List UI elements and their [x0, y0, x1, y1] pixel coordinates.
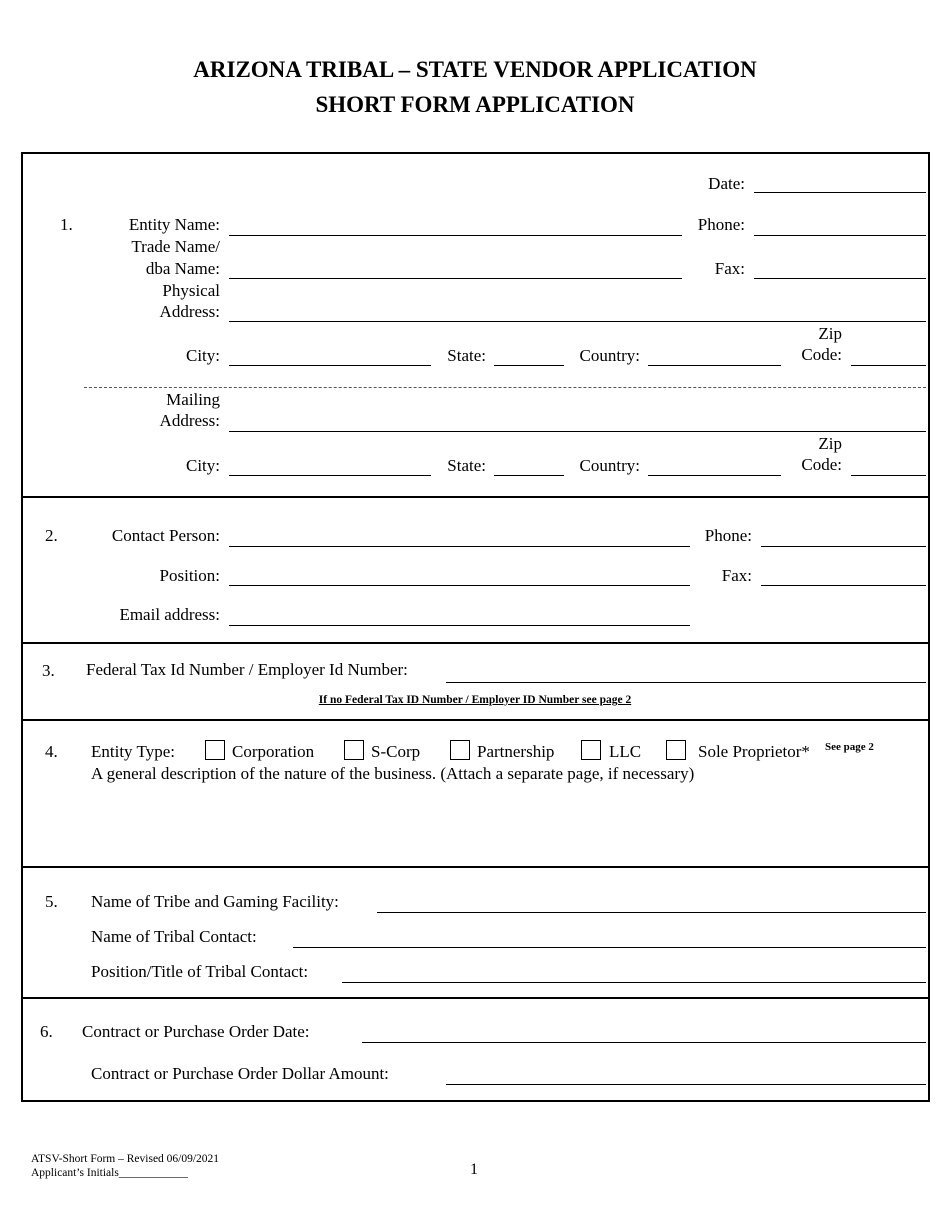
trade-name-field[interactable] [229, 278, 682, 279]
order-date-field[interactable] [362, 1042, 926, 1043]
section-divider [21, 719, 930, 721]
page-number: 1 [470, 1161, 478, 1178]
sole-proprietor-option-label: Sole Proprietor* [698, 742, 810, 761]
mailing-address-field[interactable] [229, 431, 926, 432]
dba-name-label: dba Name: [145, 259, 220, 278]
fax-label: Fax: [714, 259, 745, 278]
physical-address-label: Physical [162, 281, 220, 300]
business-description-label: A general description of the nature of the business. (Attach a separate page, if necessary) [91, 764, 695, 783]
email-label: Email address: [119, 605, 220, 624]
partnership-checkbox[interactable] [450, 740, 470, 760]
zip-field[interactable] [851, 365, 926, 366]
city-label: City: [185, 346, 220, 365]
tax-id-note: If no Federal Tax ID Number / Employer ID Number see page 2 [318, 694, 632, 706]
section-number: 5. [45, 892, 58, 911]
tribal-contact-position-label: Position/Title of Tribal Contact: [91, 962, 309, 981]
tax-id-label: Federal Tax Id Number / Employer Id Number: [86, 660, 408, 679]
tribe-facility-label: Name of Tribe and Gaming Facility: [91, 892, 339, 911]
form-title: ARIZONA TRIBAL – STATE VENDOR APPLICATION [193, 57, 757, 82]
position-field[interactable] [229, 585, 690, 586]
tribal-contact-field[interactable] [293, 947, 926, 948]
physical-address-field[interactable] [229, 321, 926, 322]
section-number: 2. [45, 526, 58, 545]
contact-phone-label: Phone: [704, 526, 752, 545]
zip-label: Code: [801, 345, 842, 364]
section-number: 3. [42, 661, 55, 680]
tribe-facility-field[interactable] [377, 912, 926, 913]
mailing-city-label: City: [185, 456, 220, 475]
state-label: State: [447, 346, 486, 365]
state-field[interactable] [494, 365, 564, 366]
llc-checkbox[interactable] [581, 740, 601, 760]
entity-name-label: Entity Name: [128, 215, 220, 234]
fax-field[interactable] [754, 278, 926, 279]
form-subtitle: SHORT FORM APPLICATION [315, 92, 635, 117]
date-field[interactable] [754, 192, 926, 193]
form-revision: ATSV-Short Form – Revised 06/09/2021 [31, 1153, 220, 1165]
tribal-contact-label: Name of Tribal Contact: [91, 927, 257, 946]
date-label: Date: [708, 174, 745, 193]
entity-type-label: Entity Type: [91, 742, 175, 761]
section-divider [21, 496, 930, 498]
partnership-option-label: Partnership [477, 742, 555, 761]
order-amount-label: Contract or Purchase Order Dollar Amount: [91, 1064, 389, 1083]
section-number: 1. [60, 215, 73, 234]
section-number: 4. [45, 742, 58, 761]
physical-address-label: Address: [159, 302, 220, 321]
mailing-zip-label: Zip [818, 434, 842, 453]
contact-fax-label: Fax: [721, 566, 752, 585]
country-field[interactable] [648, 365, 781, 366]
mailing-country-field[interactable] [648, 475, 781, 476]
mailing-zip-label: Code: [801, 455, 842, 474]
phone-label: Phone: [697, 215, 745, 234]
contact-person-field[interactable] [229, 546, 690, 547]
contact-fax-field[interactable] [761, 585, 926, 586]
s-corp-option-label: S-Corp [371, 742, 421, 761]
tax-id-field[interactable] [446, 682, 926, 683]
see-page-note: See page 2 [825, 741, 874, 753]
phone-field[interactable] [754, 235, 926, 236]
order-amount-field[interactable] [446, 1084, 926, 1085]
corporation-option-label: Corporation [232, 742, 315, 761]
mailing-state-label: State: [447, 456, 486, 475]
position-label: Position: [159, 566, 220, 585]
llc-option-label: LLC [609, 742, 642, 761]
mailing-address-label: Address: [159, 411, 220, 430]
applicant-initials: Applicant’s Initials____________ [31, 1167, 188, 1179]
section-divider [21, 866, 930, 868]
contact-person-label: Contact Person: [111, 526, 220, 545]
sole-proprietor-checkbox[interactable] [666, 740, 686, 760]
mailing-address-label: Mailing [166, 390, 220, 409]
mailing-city-field[interactable] [229, 475, 431, 476]
mailing-zip-field[interactable] [851, 475, 926, 476]
corporation-checkbox[interactable] [205, 740, 225, 760]
entity-name-field[interactable] [229, 235, 682, 236]
mailing-state-field[interactable] [494, 475, 564, 476]
trade-name-label: Trade Name/ [131, 237, 220, 256]
mailing-country-label: Country: [579, 456, 640, 475]
email-field[interactable] [229, 625, 690, 626]
dashed-divider [84, 387, 926, 388]
section-divider [21, 997, 930, 999]
contact-phone-field[interactable] [761, 546, 926, 547]
section-number: 6. [40, 1022, 53, 1041]
section-divider [21, 642, 930, 644]
order-date-label: Contract or Purchase Order Date: [82, 1022, 310, 1041]
zip-label: Zip [818, 324, 842, 343]
city-field[interactable] [229, 365, 431, 366]
s-corp-checkbox[interactable] [344, 740, 364, 760]
tribal-contact-position-field[interactable] [342, 982, 926, 983]
country-label: Country: [579, 346, 640, 365]
business-description-area[interactable] [91, 790, 921, 860]
